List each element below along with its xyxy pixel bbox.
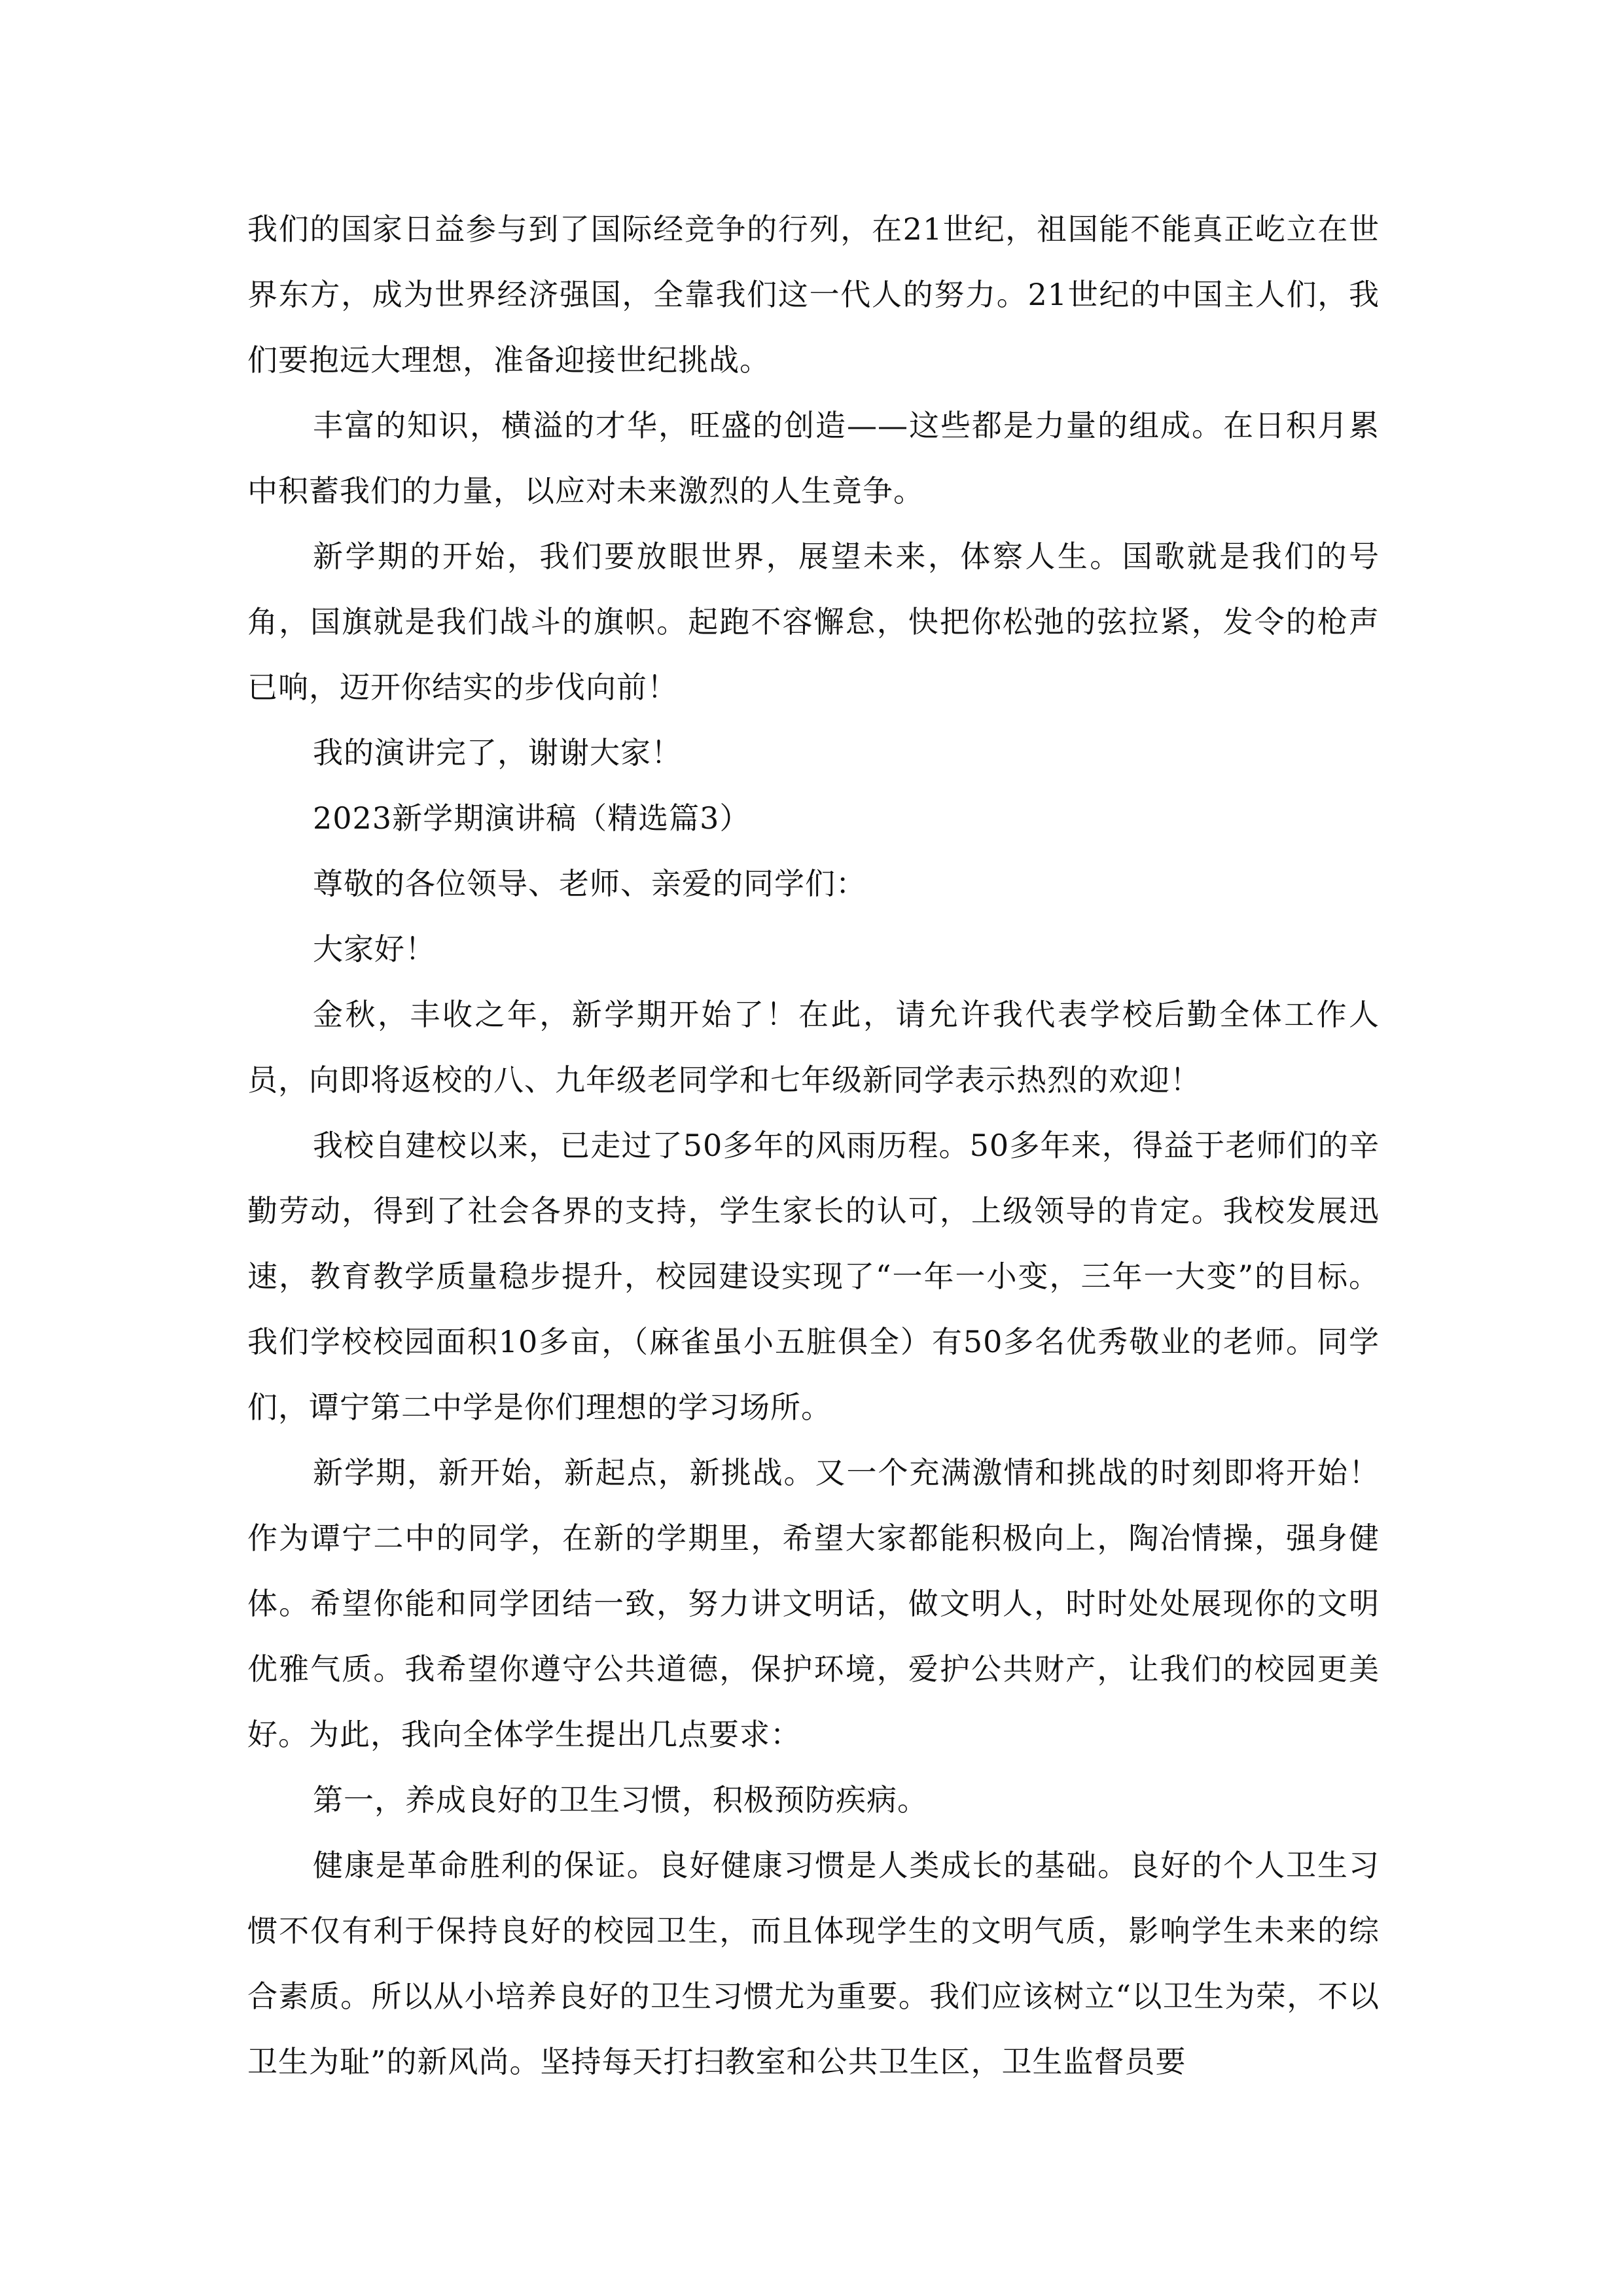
paragraph-school-history: 我校自建校以来，已走过了50多年的风雨历程。50多年来，得益于老师们的辛勤劳动，得到了社会各界的支持，学生家长的认可，上级领导的肯定。我校发展迅速，教育教学质量稳步提升，校园建设实现了“一年一小变，三年一大变”的目标。我们学校校园面积10多亩，（麻雀虽小五脏俱全）有50多名优秀敬业的老师。同学们，谭宁第二中学是你们理想的学习场所。 [247, 1128, 1380, 1425]
document-page [247, 196, 1380, 2094]
paragraph-expectations: 新学期，新开始，新起点，新挑战。又一个充满激情和挑战的时刻即将开始！作为谭宁二中的同学，在新的学期里，希望大家都能积极向上，陶冶情操，强身健体。希望你能和同学团结一致，努力讲文明话，做文明人，时时处处展现你的文明优雅气质。我希望你遵守公共道德，保护环境，爱护公共财产，让我们的校园更美好。为此，我向全体学生提出几点要求： [247, 1455, 1380, 1752]
salutation: 尊敬的各位领导、老师、亲爱的同学们： [313, 866, 866, 901]
section-heading: 2023新学期演讲稿（精选篇3） [313, 800, 751, 836]
paragraph-continuation: 我们的国家日益参与到了国际经竞争的行列，在21世纪，祖国能不能真正屹立在世界东方，成为世界经济强国，全靠我们这一代人的努力。21世纪的中国主人们，我们要抱远大理想，准备迎接世纪挑战。 [247, 211, 1380, 378]
paragraph-health: 健康是革命胜利的保证。良好健康习惯是人类成长的基础。良好的个人卫生习惯不仅有利于保持良好的校园卫生，而且体现学生的文明气质，影响学生未来的综合素质。所以从小培养良好的卫生习惯尤为重要。我们应该树立“以卫生为荣，不以卫生为耻”的新风尚。坚持每天打扫教室和公共卫生区，卫生监督员要 [247, 1848, 1380, 2079]
paragraph-requirement-one: 第一，养成良好的卫生习惯，积极预防疾病。 [313, 1782, 928, 1818]
paragraph-welcome: 金秋，丰收之年，新学期开始了！在此，请允许我代表学校后勤全体工作人员，向即将返校的八、九年级老同学和七年级新同学表示热烈的欢迎！ [247, 997, 1380, 1098]
paragraph-new-semester-outlook: 新学期的开始，我们要放眼世界，展望未来，体察人生。国歌就是我们的号角，国旗就是我们战斗的旗帜。起跑不容懈怠，快把你松弛的弦拉紧，发令的枪声已响，迈开你结实的步伐向前！ [247, 539, 1380, 705]
greeting: 大家好！ [313, 931, 436, 967]
paragraph-knowledge: 丰富的知识，横溢的才华，旺盛的创造——这些都是力量的组成。在日积月累中积蓄我们的力量，以应对未来激烈的人生竟争。 [247, 408, 1380, 509]
paragraph-closing: 我的演讲完了，谢谢大家！ [313, 735, 682, 770]
